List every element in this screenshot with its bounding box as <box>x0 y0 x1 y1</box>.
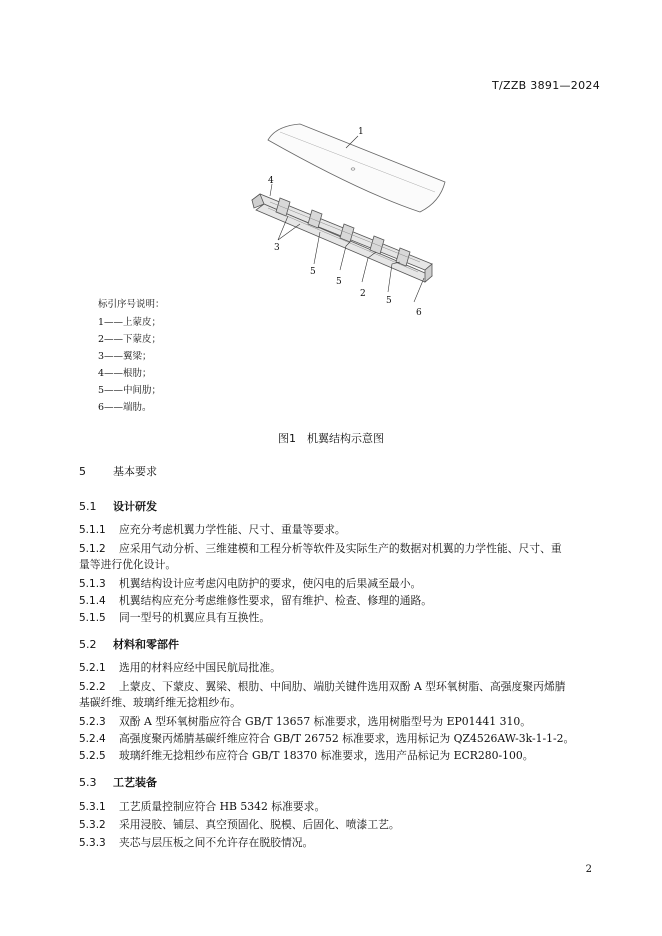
wing-structure-figure <box>240 112 460 322</box>
clause-5-1-5 <box>79 610 603 626</box>
clause-number: 5.1.3 <box>79 578 106 590</box>
section-5-heading <box>79 463 157 479</box>
clause-number: 5.1.4 <box>79 595 106 607</box>
clause-5-2-5 <box>79 748 603 764</box>
section-number: 5.3 <box>79 776 97 789</box>
clause-text: 玻璃纤维无捻粗纱布应符合 GB/T 18370 标准要求，选用产品标记为 ECR280-100。 <box>119 749 534 762</box>
clause-number: 5.2.3 <box>79 716 106 728</box>
callout-2: 2 <box>360 289 366 299</box>
section-number: 5.1 <box>79 500 97 513</box>
clause-number: 5.1.2 <box>79 543 106 555</box>
clause-5-2-3 <box>79 714 603 730</box>
callout-1: 1 <box>358 127 364 137</box>
callout-5c: 5 <box>386 296 392 306</box>
clause-number: 5.2.5 <box>79 750 106 762</box>
clause-text: 机翼结构应充分考虑维修性要求，留有维护、检查、修理的通路。 <box>119 594 433 607</box>
clause-number: 5.2.4 <box>79 733 106 745</box>
section-5-2-heading <box>79 636 179 652</box>
section-number: 5 <box>79 465 86 478</box>
clause-5-1-2 <box>79 541 603 573</box>
document-code: T/ZZB 3891—2024 <box>491 79 600 92</box>
legend-item-4: 4——根肋； <box>98 368 152 379</box>
section-5-1-heading <box>79 498 157 514</box>
clause-text: 采用浸胶、铺层、真空预固化、脱模、后固化、喷漆工艺。 <box>119 818 400 831</box>
figure-caption: 图1 机翼结构示意图 <box>278 432 384 445</box>
clause-text: 应充分考虑机翼力学性能、尺寸、重量等要求。 <box>119 523 346 536</box>
section-title: 材料和零部件 <box>113 638 179 651</box>
clause-number: 5.3.1 <box>79 801 106 813</box>
clause-5-2-4 <box>79 731 603 747</box>
clause-5-1-4 <box>79 593 603 609</box>
clause-text: 上蒙皮、下蒙皮、翼梁、根肋、中间肋、端肋关键件选用双酚 A 型环氧树脂、高强度聚丙烯腈 <box>119 680 566 693</box>
clause-number: 5.2.2 <box>79 681 106 693</box>
clause-5-1-3 <box>79 576 603 592</box>
legend-item-1: 1——上蒙皮； <box>98 317 162 328</box>
section-5-3-heading <box>79 774 157 790</box>
clause-text-continued: 量等进行优化设计。 <box>79 558 177 571</box>
clause-5-3-3 <box>79 835 603 851</box>
clause-number: 5.3.2 <box>79 819 106 831</box>
clause-text: 夹芯与层压板之间不允许存在脱胶情况。 <box>119 836 314 849</box>
clause-text-continued: 基碳纤维、玻璃纤维无捻粗纱布。 <box>79 696 241 709</box>
section-number: 5.2 <box>79 638 97 651</box>
section-title: 工艺装备 <box>113 776 157 789</box>
clause-text: 双酚 A 型环氧树脂应符合 GB/T 13657 标准要求，选用树脂型号为 EP01441 310。 <box>119 715 531 728</box>
clause-text: 选用的材料应经中国民航局批准。 <box>119 661 281 674</box>
clause-5-1-1 <box>79 522 603 538</box>
clause-text: 同一型号的机翼应具有互换性。 <box>119 611 271 624</box>
callout-3: 3 <box>274 243 280 253</box>
clause-text: 工艺质量控制应符合 HB 5342 标准要求。 <box>119 800 326 813</box>
clause-5-3-2 <box>79 817 603 833</box>
legend-item-5: 5——中间肋； <box>98 385 162 396</box>
callout-4: 4 <box>268 176 274 186</box>
section-title: 基本要求 <box>113 465 157 478</box>
legend-item-2: 2——下蒙皮； <box>98 334 162 345</box>
clause-5-2-2 <box>79 679 603 711</box>
clause-number: 5.1.5 <box>79 612 106 624</box>
callout-5b: 5 <box>336 277 342 287</box>
clause-5-3-1 <box>79 799 603 815</box>
section-title: 设计研发 <box>113 500 157 513</box>
clause-text: 应采用气动分析、三维建模和工程分析等软件及实际生产的数据对机翼的力学性能、尺寸、重 <box>119 542 562 555</box>
clause-5-2-1 <box>79 660 603 676</box>
clause-text: 机翼结构设计应考虑闪电防护的要求，使闪电的后果减至最小。 <box>119 577 422 590</box>
callout-5a: 5 <box>310 267 316 277</box>
legend-item-3: 3——翼梁； <box>98 351 152 362</box>
callout-6: 6 <box>416 308 422 318</box>
legend-item-6: 6——端肋。 <box>98 402 152 413</box>
page-number: 2 <box>585 864 592 875</box>
clause-number: 5.1.1 <box>79 524 106 536</box>
clause-number: 5.2.1 <box>79 662 106 674</box>
legend-title: 标引序号说明： <box>98 299 165 310</box>
clause-number: 5.3.3 <box>79 837 106 849</box>
clause-text: 高强度聚丙烯腈基碳纤维应符合 GB/T 26752 标准要求，选用标记为 QZ4526AW-3k-1-1-2。 <box>119 732 575 745</box>
